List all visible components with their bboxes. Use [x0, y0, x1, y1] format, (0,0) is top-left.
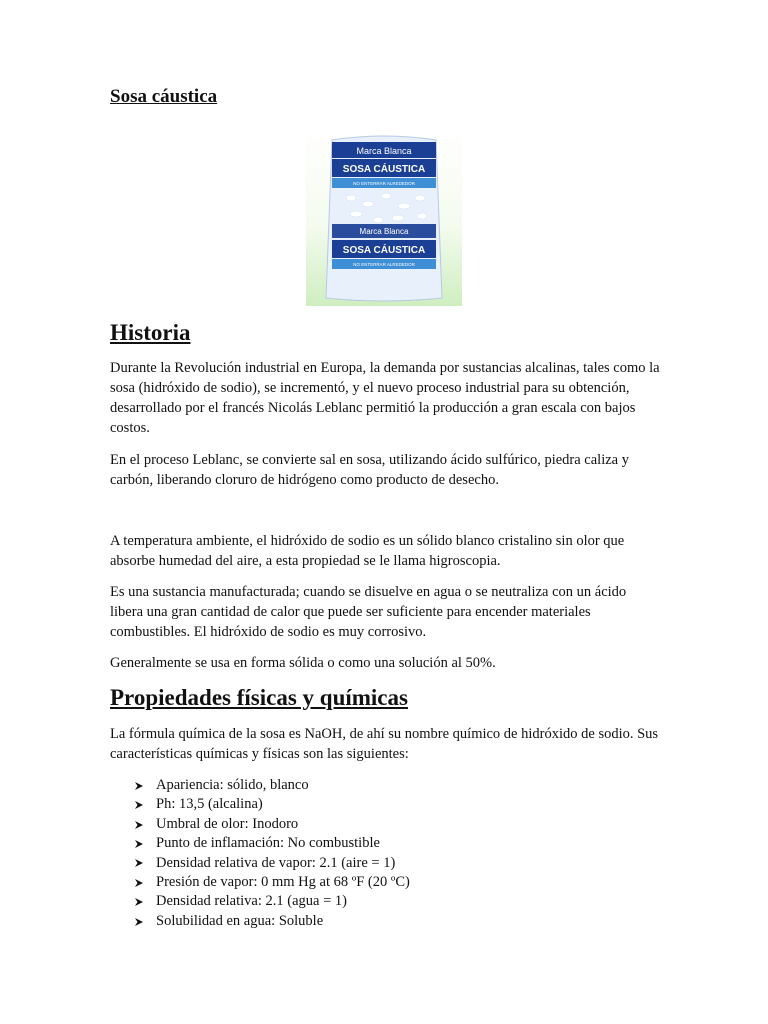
- arrow-bullet-icon: [134, 917, 156, 927]
- list-item: [134, 854, 410, 873]
- heading-historia: Historia: [110, 320, 191, 345]
- list-item-text: Apariencia: sólido, blanco: [156, 777, 309, 793]
- paragraph-historia-3: A temperatura ambiente, el hidróxido de sodio es un sólido blanco cristalino sin olor que absorbe humedad del aire, a esta propiedad se le llama higroscopia.: [110, 533, 625, 569]
- brand-label-top: Marca Blanca: [356, 146, 412, 156]
- product-image: [306, 128, 462, 306]
- list-item-text: Solubilidad en agua: Soluble: [156, 912, 324, 929]
- product-name-top: SOSA CÁUSTICA: [342, 164, 426, 175]
- list-item: [134, 834, 410, 853]
- arrow-bullet-icon: [134, 839, 156, 849]
- paragraph-historia-5: Generalmente se usa en forma sólida o como una solución al 50%.: [110, 655, 496, 671]
- arrow-bullet-icon: [134, 820, 156, 830]
- page-title: Sosa cáustica: [110, 86, 218, 107]
- list-item-text: Densidad relativa: 2.1 (agua = 1): [156, 893, 347, 910]
- arrow-bullet-icon: [134, 878, 156, 888]
- list-item: [134, 892, 410, 911]
- arrow-bullet-icon: [134, 897, 156, 907]
- list-item: [134, 873, 410, 892]
- paragraph-historia-1: Durante la Revolución industrial en Europa, la demanda por sustancias alcalinas, tales como la sosa (hidróxido de sodio), se incrementó, y el nuevo proceso industrial para su obtención, desarrollado por el francés Nicolás Leblanc permitió la producción a gran escala con bajos costos.: [110, 360, 660, 436]
- product-name-bottom: SOSA CÁUSTICA: [342, 245, 426, 256]
- list-item-text: Densidad relativa de vapor: 2.1 (aire = 1): [156, 854, 396, 871]
- list-item: [134, 912, 410, 931]
- list-item-text: Punto de inflamación: No combustible: [156, 835, 380, 852]
- heading-propiedades: Propiedades físicas y químicas: [110, 685, 408, 710]
- properties-list: [134, 776, 410, 931]
- list-item: [134, 795, 410, 814]
- list-item: [134, 815, 410, 834]
- paragraph-propiedades-intro: La fórmula química de la sosa es NaOH, de ahí su nombre químico de hidróxido de sodio. Sus características químicas y físicas son las siguientes:: [110, 726, 659, 762]
- list-item-text: Presión de vapor: 0 mm Hg at 68 ºF (20 ºC): [156, 874, 410, 891]
- arrow-bullet-icon: [134, 800, 156, 810]
- list-item-text: Ph: 13,5 (alcalina): [156, 796, 263, 813]
- warning-text-top: NO ENTERRAR ALREDEDOR: [353, 181, 415, 186]
- list-item-text: Umbral de olor: Inodoro: [156, 815, 299, 832]
- paragraph-historia-2: En el proceso Leblanc, se convierte sal en sosa, utilizando ácido sulfúrico, piedra caliza y carbón, liberando cloruro de hidrógeno como producto de desecho.: [110, 452, 629, 488]
- arrow-bullet-icon: [134, 781, 156, 791]
- product-bag-illustration: [306, 128, 462, 306]
- arrow-bullet-icon: [134, 858, 156, 868]
- list-item: [134, 776, 410, 795]
- paragraph-historia-4: Es una sustancia manufacturada; cuando se disuelve en agua o se neutraliza con un ácido libera una gran cantidad de calor que puede ser suficiente para encender materiales combustibles. El hidróxido de sodio es muy corrosivo.: [110, 584, 627, 640]
- warning-text-bottom: NO ENTERRAR ALREDEDOR: [353, 262, 415, 267]
- brand-label-bottom: Marca Blanca: [359, 227, 409, 236]
